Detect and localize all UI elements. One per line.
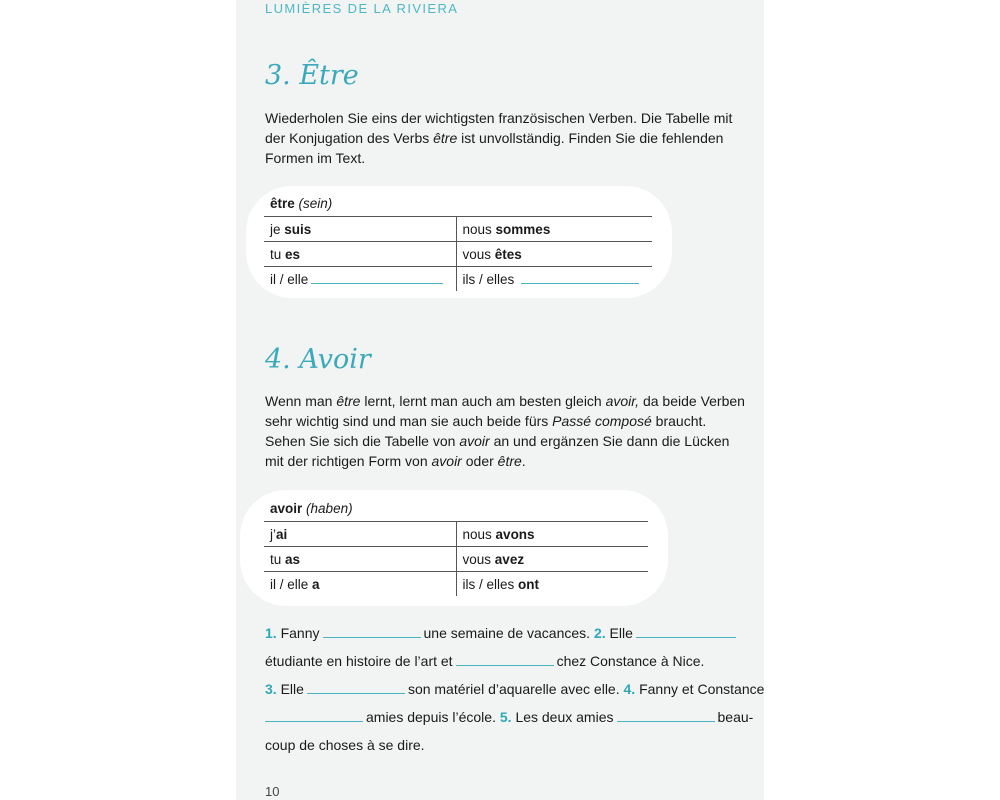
etre-cell-je: je suis bbox=[264, 217, 456, 242]
fill-blank[interactable] bbox=[323, 636, 421, 638]
etre-cell-nous: nous sommes bbox=[456, 217, 652, 242]
avoir-table-header: avoir (haben) bbox=[264, 495, 648, 522]
fill-blank[interactable] bbox=[456, 664, 554, 666]
intro-line-1: Wenn man être lernt, lernt man auch am besten gleich avoir, da beide Verben bbox=[265, 393, 745, 409]
etre-cell-vous: vous êtes bbox=[456, 242, 652, 267]
etre-cell-tu: tu es bbox=[264, 242, 456, 267]
page-number: 10 bbox=[265, 784, 280, 799]
avoir-cell-ils: ils / elles ont bbox=[462, 576, 540, 592]
fill-blank[interactable] bbox=[265, 720, 363, 722]
avoir-cell-tu: tu as bbox=[264, 547, 456, 572]
section-4-intro bbox=[265, 391, 765, 471]
etre-table-header: être (sein) bbox=[264, 190, 652, 217]
avoir-cell-vous: vous avez bbox=[456, 547, 648, 572]
fill-blank[interactable] bbox=[636, 636, 736, 638]
exercise-line-3: 3. Elle son matériel d’aquarelle avec elle. 4. Fanny et Constance bbox=[265, 681, 765, 697]
avoir-cell-il: il / elle a bbox=[264, 572, 456, 597]
etre-cell-il: il / elle bbox=[264, 267, 456, 292]
intro-line-2: sehr wichtig sind und man sie auch beide fürs Passé composé braucht. bbox=[265, 413, 707, 429]
intro-line-4: mit der richtigen Form von avoir oder être. bbox=[265, 453, 526, 469]
section-3-title: 3. Être bbox=[265, 60, 359, 91]
intro-line-1: Wiederholen Sie eins der wichtigsten französischen Verben. Die Tabelle mit bbox=[265, 110, 733, 126]
intro-line-3: Formen im Text. bbox=[265, 150, 366, 166]
fill-blank[interactable] bbox=[521, 282, 639, 284]
etre-cell-ils: ils / elles bbox=[456, 267, 652, 292]
fill-blank[interactable] bbox=[311, 282, 443, 284]
exercise-line-1: 1. Fanny une semaine de vacances. 2. Elle bbox=[265, 623, 739, 643]
section-3-intro bbox=[265, 108, 765, 168]
etre-table bbox=[264, 190, 652, 291]
exercise-line-5: coup de choses à se dire. bbox=[265, 737, 425, 753]
avoir-cell-je: j’ai bbox=[264, 522, 456, 547]
intro-line-3: Sehen Sie sich die Tabelle von avoir an und ergänzen Sie dann die Lücken bbox=[265, 433, 730, 449]
fill-blank[interactable] bbox=[617, 720, 715, 722]
exercise-line-4: amies depuis l’école. 5. Les deux amies beau- bbox=[265, 707, 753, 727]
avoir-table bbox=[264, 495, 648, 596]
avoir-cell-nous: nous avons bbox=[456, 522, 648, 547]
exercise-line-2: étudiante en histoire de l’art et chez Constance à Nice. bbox=[265, 653, 705, 669]
intro-line-2: der Konjugation des Verbs être ist unvollständig. Finden Sie die fehlenden bbox=[265, 130, 724, 146]
fill-blank[interactable] bbox=[307, 692, 405, 694]
running-head: LUMIÈRES DE LA RIVIERA bbox=[265, 1, 459, 16]
section-4-title: 4. Avoir bbox=[265, 344, 371, 375]
